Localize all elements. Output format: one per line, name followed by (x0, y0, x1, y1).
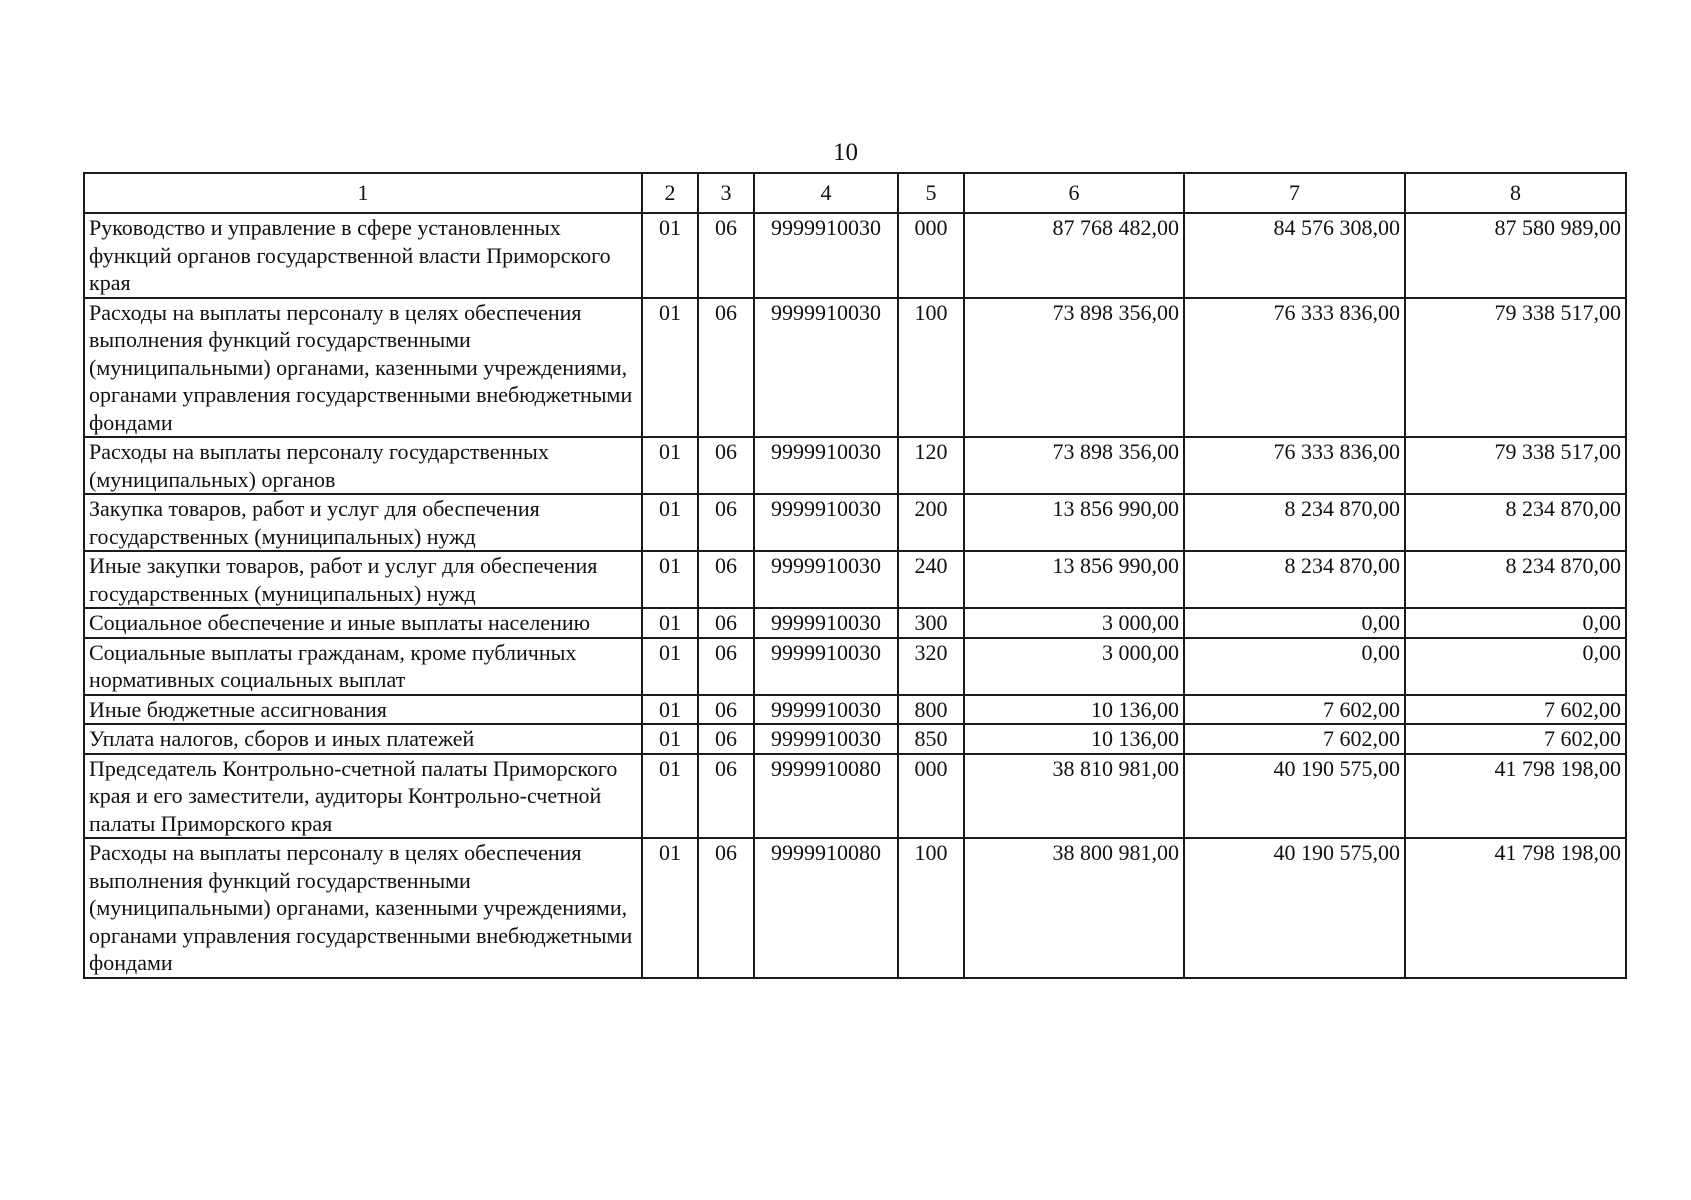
row-code-expense-type: 000 (898, 213, 964, 298)
row-code-section: 01 (642, 724, 698, 754)
header-col-4: 4 (754, 173, 898, 213)
row-code-subsection: 06 (698, 754, 754, 839)
row-amount-col7: 40 190 575,00 (1184, 754, 1405, 839)
row-code-section: 01 (642, 437, 698, 494)
row-amount-col8: 8 234 870,00 (1405, 494, 1626, 551)
row-amount-col8: 8 234 870,00 (1405, 551, 1626, 608)
row-code-expense-type: 100 (898, 298, 964, 438)
row-code-target: 9999910030 (754, 551, 898, 608)
row-code-section: 01 (642, 638, 698, 695)
row-amount-col6: 73 898 356,00 (964, 298, 1184, 438)
row-amount-col7: 40 190 575,00 (1184, 838, 1405, 978)
row-amount-col8: 0,00 (1405, 608, 1626, 638)
row-code-subsection: 06 (698, 724, 754, 754)
row-code-target: 9999910030 (754, 213, 898, 298)
row-code-expense-type: 000 (898, 754, 964, 839)
row-code-subsection: 06 (698, 638, 754, 695)
table-row (84, 437, 1626, 494)
row-description: Иные закупки товаров, работ и услуг для обеспечения государственных (муниципальных) нужд (84, 551, 642, 608)
header-col-6: 6 (964, 173, 1184, 213)
row-code-section: 01 (642, 754, 698, 839)
row-code-expense-type: 240 (898, 551, 964, 608)
row-description: Социальные выплаты гражданам, кроме публичных нормативных социальных выплат (84, 638, 642, 695)
row-description: Расходы на выплаты персоналу в целях обеспечения выполнения функций государственными (муниципальными) органами, казенными учреждениями, органами управления государственными внебюджетными фондами (84, 838, 642, 978)
row-code-section: 01 (642, 494, 698, 551)
row-code-subsection: 06 (698, 838, 754, 978)
row-code-subsection: 06 (698, 608, 754, 638)
header-col-1: 1 (84, 173, 642, 213)
page-number: 10 (833, 139, 858, 166)
row-amount-col6: 10 136,00 (964, 724, 1184, 754)
row-code-section: 01 (642, 298, 698, 438)
row-code-subsection: 06 (698, 551, 754, 608)
row-amount-col8: 87 580 989,00 (1405, 213, 1626, 298)
row-amount-col6: 3 000,00 (964, 638, 1184, 695)
row-description: Расходы на выплаты персоналу в целях обеспечения выполнения функций государственными (муниципальными) органами, казенными учреждениями, органами управления государственными внебюджетными фондами (84, 298, 642, 438)
row-code-target: 9999910030 (754, 437, 898, 494)
row-description: Расходы на выплаты персоналу государственных (муниципальных) органов (84, 437, 642, 494)
row-amount-col7: 7 602,00 (1184, 695, 1405, 725)
row-amount-col6: 87 768 482,00 (964, 213, 1184, 298)
row-amount-col7: 8 234 870,00 (1184, 551, 1405, 608)
row-code-target: 9999910030 (754, 494, 898, 551)
row-amount-col8: 7 602,00 (1405, 724, 1626, 754)
header-row (84, 173, 1626, 213)
row-amount-col7: 76 333 836,00 (1184, 298, 1405, 438)
row-code-target: 9999910030 (754, 695, 898, 725)
row-amount-col7: 0,00 (1184, 608, 1405, 638)
row-amount-col8: 0,00 (1405, 638, 1626, 695)
row-code-section: 01 (642, 608, 698, 638)
row-amount-col7: 84 576 308,00 (1184, 213, 1405, 298)
row-code-expense-type: 320 (898, 638, 964, 695)
row-amount-col8: 79 338 517,00 (1405, 298, 1626, 438)
row-description: Руководство и управление в сфере установленных функций органов государственной власти Приморского края (84, 213, 642, 298)
table-row (84, 213, 1626, 298)
table-row (84, 754, 1626, 839)
row-amount-col8: 7 602,00 (1405, 695, 1626, 725)
row-code-section: 01 (642, 551, 698, 608)
row-description: Социальное обеспечение и иные выплаты населению (84, 608, 642, 638)
row-code-section: 01 (642, 695, 698, 725)
row-amount-col7: 76 333 836,00 (1184, 437, 1405, 494)
table-header (84, 173, 1626, 213)
table-row (84, 838, 1626, 978)
row-description: Иные бюджетные ассигнования (84, 695, 642, 725)
row-code-target: 9999910030 (754, 608, 898, 638)
row-amount-col7: 8 234 870,00 (1184, 494, 1405, 551)
row-code-subsection: 06 (698, 695, 754, 725)
row-amount-col6: 10 136,00 (964, 695, 1184, 725)
table-row (84, 695, 1626, 725)
header-col-5: 5 (898, 173, 964, 213)
row-amount-col6: 38 810 981,00 (964, 754, 1184, 839)
row-code-expense-type: 200 (898, 494, 964, 551)
row-code-expense-type: 800 (898, 695, 964, 725)
row-code-subsection: 06 (698, 437, 754, 494)
row-amount-col6: 13 856 990,00 (964, 551, 1184, 608)
row-amount-col6: 13 856 990,00 (964, 494, 1184, 551)
row-code-subsection: 06 (698, 494, 754, 551)
row-code-section: 01 (642, 213, 698, 298)
row-amount-col8: 41 798 198,00 (1405, 838, 1626, 978)
header-col-8: 8 (1405, 173, 1626, 213)
row-code-target: 9999910030 (754, 298, 898, 438)
row-code-expense-type: 120 (898, 437, 964, 494)
row-description: Председатель Контрольно-счетной палаты Приморского края и его заместители, аудиторы Контрольно-счетной палаты Приморского края (84, 754, 642, 839)
row-description: Закупка товаров, работ и услуг для обеспечения государственных (муниципальных) нужд (84, 494, 642, 551)
row-code-subsection: 06 (698, 298, 754, 438)
row-amount-col7: 0,00 (1184, 638, 1405, 695)
row-code-target: 9999910080 (754, 754, 898, 839)
row-amount-col8: 41 798 198,00 (1405, 754, 1626, 839)
row-amount-col8: 79 338 517,00 (1405, 437, 1626, 494)
row-amount-col7: 7 602,00 (1184, 724, 1405, 754)
header-col-2: 2 (642, 173, 698, 213)
table-row (84, 608, 1626, 638)
row-code-section: 01 (642, 838, 698, 978)
table-row (84, 551, 1626, 608)
row-code-target: 9999910030 (754, 724, 898, 754)
budget-table (83, 172, 1627, 979)
row-code-expense-type: 850 (898, 724, 964, 754)
row-code-target: 9999910030 (754, 638, 898, 695)
row-amount-col6: 73 898 356,00 (964, 437, 1184, 494)
row-code-expense-type: 100 (898, 838, 964, 978)
row-amount-col6: 38 800 981,00 (964, 838, 1184, 978)
table-row (84, 724, 1626, 754)
table-row (84, 494, 1626, 551)
row-description: Уплата налогов, сборов и иных платежей (84, 724, 642, 754)
table-body (84, 213, 1626, 978)
row-amount-col6: 3 000,00 (964, 608, 1184, 638)
table-row (84, 638, 1626, 695)
row-code-expense-type: 300 (898, 608, 964, 638)
row-code-subsection: 06 (698, 213, 754, 298)
header-col-7: 7 (1184, 173, 1405, 213)
table-row (84, 298, 1626, 438)
row-code-target: 9999910080 (754, 838, 898, 978)
header-col-3: 3 (698, 173, 754, 213)
